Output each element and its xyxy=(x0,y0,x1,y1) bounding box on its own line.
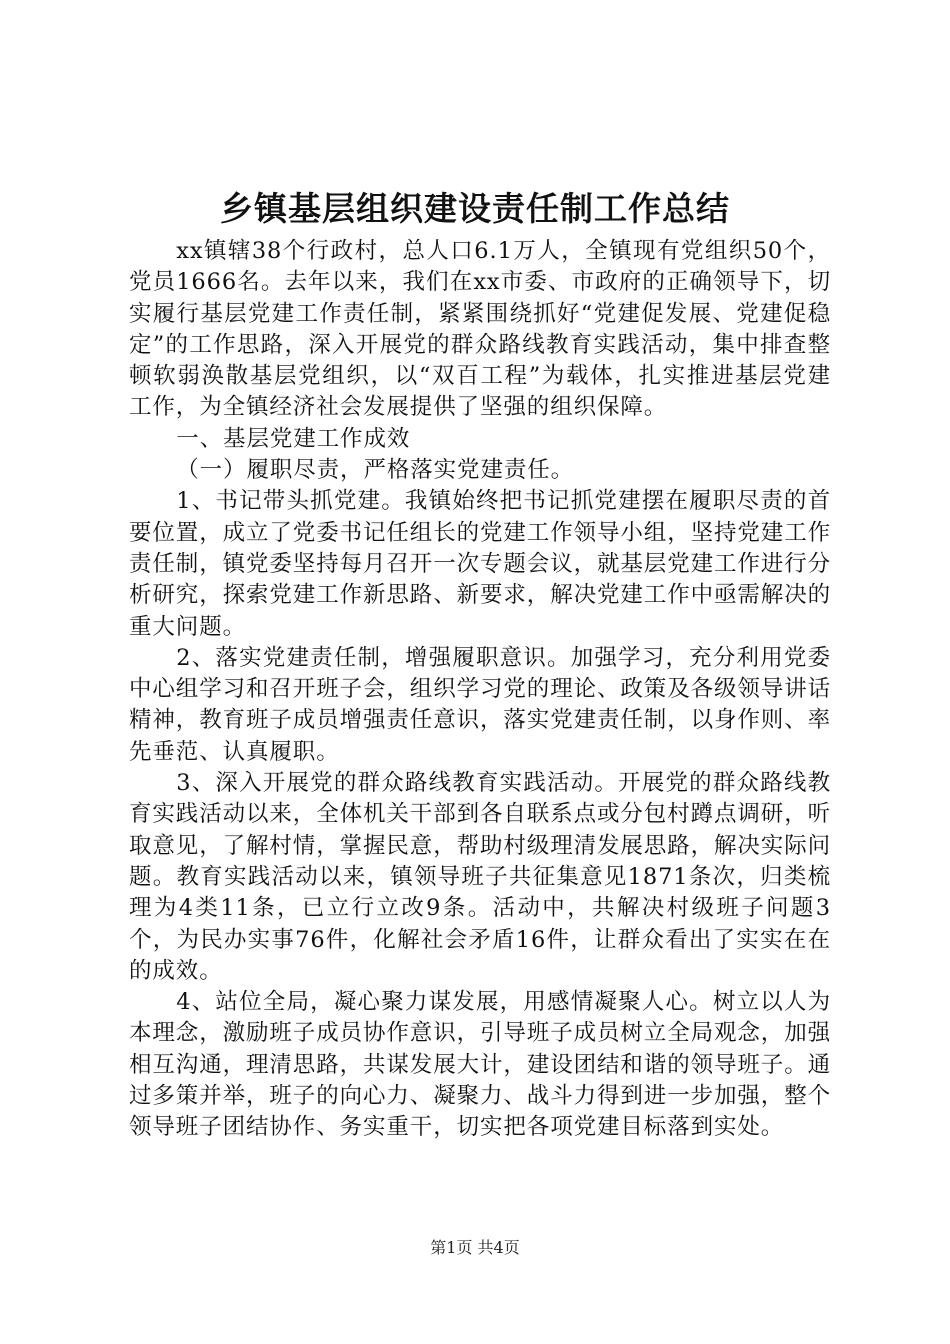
subsection-heading: （一）履职尽责，严格落实党建责任。 xyxy=(176,457,575,484)
page-number: 第1页 共4页 xyxy=(430,1238,520,1257)
document-body xyxy=(129,236,831,1144)
document-title: 乡镇基层组织建设责任制工作总结 xyxy=(220,189,730,228)
body-paragraph-1: 1、书记带头抓党建。我镇始终把书记抓党建摆在履职尽责的首要位置，成立了党委书记任组长的党建工作领导小组，坚持党建工作责任制，镇党委坚持每月召开一次专题会议，就基层党建工作进行分析研究，探索党建工作新思路、新要求，解决党建工作中亟需解决的重大问题。 xyxy=(129,488,832,640)
body-paragraph-4: 4、站位全局，凝心聚力谋发展，用感情凝聚人心。树立以人为本理念，激励班子成员协作意识，引导班子成员树立全局观念，加强相互沟通，理清思路，共谋发展大计，建设团结和谐的领导班子。通过多策并举，班子的向心力、凝聚力、战斗力得到进一步加强，整个领导班子团结协作、务实重干，切实把各项党建目标落到实处。 xyxy=(129,989,832,1141)
body-paragraph-3: 3、深入开展党的群众路线教育实践活动。开展党的群众路线教育实践活动以来，全体机关干部到各自联系点或分包村蹲点调研，听取意见，了解村情，掌握民意，帮助村级理清发展思路，解决实际问题。教育实践活动以来，镇领导班子共征集意见1871条次，归类梳理为4类11条，已立行立改9条。活动中，共解决村级班子问题3个，为民办实事76件，化解社会矛盾16件，让群众看出了实实在在的成效。 xyxy=(129,770,832,984)
section-heading: 一、基层党建工作成效 xyxy=(176,425,411,452)
body-paragraph-2: 2、落实党建责任制，增强履职意识。加强学习，充分利用党委中心组学习和召开班子会，组织学习党的理论、政策及各级领导讲话精神，教育班子成员增强责任意识，落实党建责任制，以身作则、率先垂范、认真履职。 xyxy=(129,644,832,765)
intro-paragraph: xx镇辖38个行政村，总人口6.1万人，全镇现有党组织50个，党员1666名。去年以来，我们在xx市委、市政府的正确领导下，切实履行基层党建工作责任制，紧紧围绕抓好“党建促发展、党建促稳定”的工作思路，深入开展党的群众路线教育实践活动，集中排查整顿软弱涣散基层党组织，以“双百工程”为载体，扎实推进基层党建工作，为全镇经济社会发展提供了坚强的组织保障。 xyxy=(129,238,831,421)
